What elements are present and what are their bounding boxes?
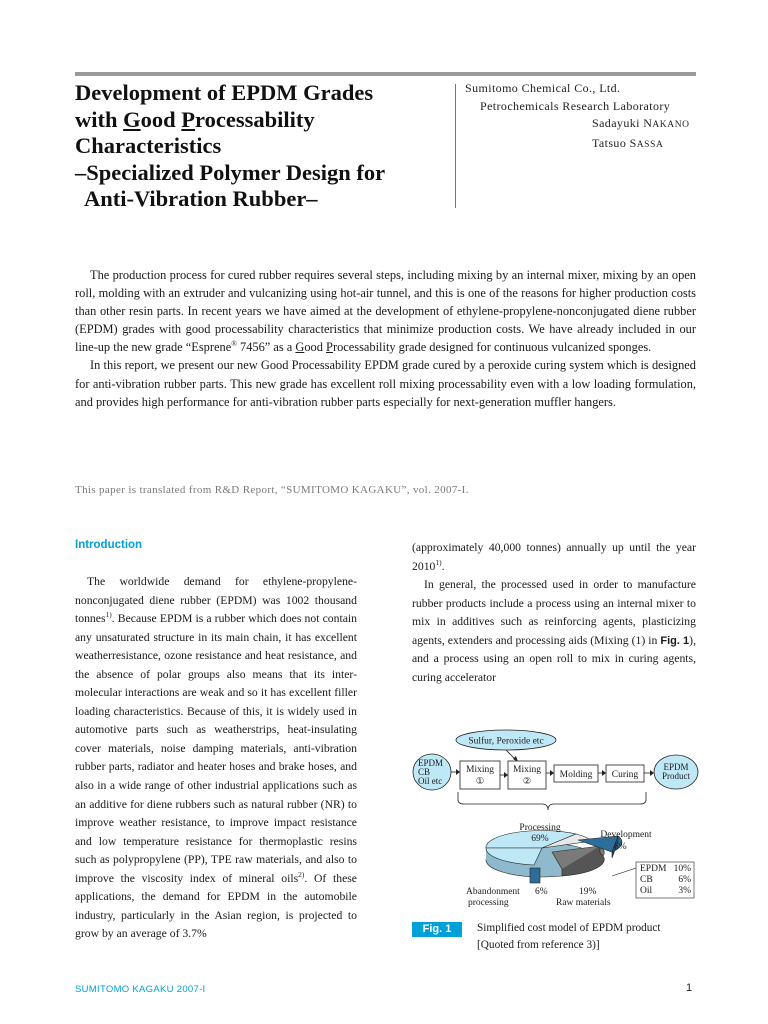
mixing-2-label: Mixing [513, 765, 541, 775]
translation-note: This paper is translated from R&D Report, “SUMITOMO KAGAKU”, vol. 2007-I. [75, 484, 469, 496]
raw-materials-label: Raw materials [556, 898, 611, 908]
figure-caption-line-2: [Quoted from reference 3)] [477, 939, 600, 951]
legend-oil-name: Oil [640, 886, 653, 896]
title-line-1: Development of EPDM Grades [75, 80, 374, 105]
legend-epdm-name: EPDM [640, 864, 667, 874]
output-line-2: Product [662, 771, 690, 781]
abstract-paragraph-1: The production process for cured rubber requires several steps, including mixing by an internal mixer, mixing by an open roll, molding with an extruder and vulcanizing using hot-air tunnel, and this is one of the reasons for higher production costs than other resin parts. In recent years we have aimed at the development of ethylene-propylene-nonconjugated diene rubber (EPDM) grades with good processability characteristics that minimize production costs. We have already included in our line-up the new grade “Esprene® 7456” as a Good Processability grade designed for continuous vulcanized sponges. [75, 268, 696, 355]
figure-1-diagram [412, 728, 702, 918]
intro-paragraph-1: The worldwide demand for ethylene-propylene-nonconjugated diene rubber (EPDM) was 1002 thousand tonnes$^{1)}$. Because EPDM is a rubber which does not contain any unsaturated structure in its main chain, it has excellent weatherresistance, ozone resistance and heat resistance, and the absence of polar groups also means that its inter-molecular interactions are weak and so it has excellent filler loading characteristics. Because of this, it is widely used in automotive parts such as weatherstrips, heat-insulating cover materials, noise damping materials, anti-vibration rubber parts, radiator and heater hoses and brake hoses, and also in a wide range of other industrial applications such as an additive for diene rubbers such as natural rubber (NR) to improve weather resistance, to improve impact resistance and low temperature resistance for thermoplastic resins such as polypropylene (PP), TPE raw materials, and also to improve the viscosity index of mineral oils$^{2)}$. Of these applications, the demand for EPDM in the automobile industry, particularly in the Asian region, is projected to grow by an average of 3.7% [75, 575, 357, 941]
pie-slice-abandonment [530, 868, 540, 883]
mixing-2-number: ② [522, 777, 532, 787]
section-heading-introduction: Introduction [75, 539, 143, 551]
abstract-paragraph-2: In this report, we present our new Good Processability EPDM grade cured by a peroxide curing system which is designed for anti-vibration rubber parts. This new grade has excellent roll mixing processability even with a low loading formulation, and provides high performance for anti-vibration rubber parts especially for next-generation muffler hangers. [75, 358, 696, 409]
legend-cb-name: CB [640, 875, 653, 885]
laboratory: Petrochemicals Research Laboratory [480, 98, 671, 113]
title-line-4: –Specialized Polymer Design for [75, 159, 386, 185]
input-line-3: Oil etc [418, 776, 443, 786]
figure-caption-line-1: Simplified cost model of EPDM product [477, 922, 661, 934]
page-number: 1 [686, 982, 693, 994]
intro-paragraph-2: (approximately 40,000 tonnes) annually up until the year 2010$^{1)}$. [412, 541, 696, 573]
molding-label: Molding [559, 770, 593, 780]
legend-oil-pct: 3% [678, 886, 691, 896]
mixing-1-label: Mixing [466, 765, 494, 775]
figure-label: Fig. 1 [412, 922, 462, 937]
title-line-2: with Good Processability [75, 106, 315, 132]
curing-label: Curing [611, 770, 639, 780]
footer-journal: SUMITOMO KAGAKU 2007-I [75, 984, 206, 995]
legend-epdm-pct: 10% [673, 864, 691, 874]
author-1: Sadayuki NAKANO [592, 116, 690, 130]
abandonment-pct: 6% [535, 887, 548, 897]
top-rule [75, 72, 696, 76]
input-line-2: CB [418, 767, 431, 777]
intro-paragraph-3: In general, the processed used in order to manufacture rubber products include a process using an internal mixer to mix in additives such as reinforcing agents, plasticizing agents, extenders and processing aids (Mixing (1) in Fig. 1), and a process using an open roll to mix in curing agents, curing accelerator [412, 578, 696, 684]
development-pct: 6% [614, 842, 627, 852]
raw-materials-pct: 19% [579, 887, 597, 897]
abandonment-label-2: processing [468, 898, 509, 908]
body-column-2 [412, 539, 696, 687]
process-brace [458, 792, 646, 810]
figure-caption [477, 920, 707, 954]
paper-title [75, 80, 445, 213]
development-label: Development [600, 830, 652, 840]
organization: Sumitomo Chemical Co., Ltd. [465, 81, 621, 95]
processing-label: Processing [519, 823, 561, 833]
abandonment-label-1: Abandonment [466, 887, 520, 897]
author-2: Tatsuo SASSA [592, 135, 664, 150]
output-line-1: EPDM [663, 762, 689, 772]
title-line-5: Anti-Vibration Rubber– [84, 186, 318, 211]
body-column-1 [75, 573, 357, 944]
processing-pct: 69% [531, 834, 549, 844]
input-line-1: EPDM [418, 758, 444, 768]
author-block [465, 80, 705, 154]
additive-label: Sulfur, Peroxide etc [468, 736, 544, 747]
title-line-3: Characteristics [75, 133, 222, 158]
title-divider [455, 84, 456, 208]
mixing-1-number: ① [475, 777, 485, 787]
abstract [75, 266, 696, 411]
legend-cb-pct: 6% [678, 875, 691, 885]
